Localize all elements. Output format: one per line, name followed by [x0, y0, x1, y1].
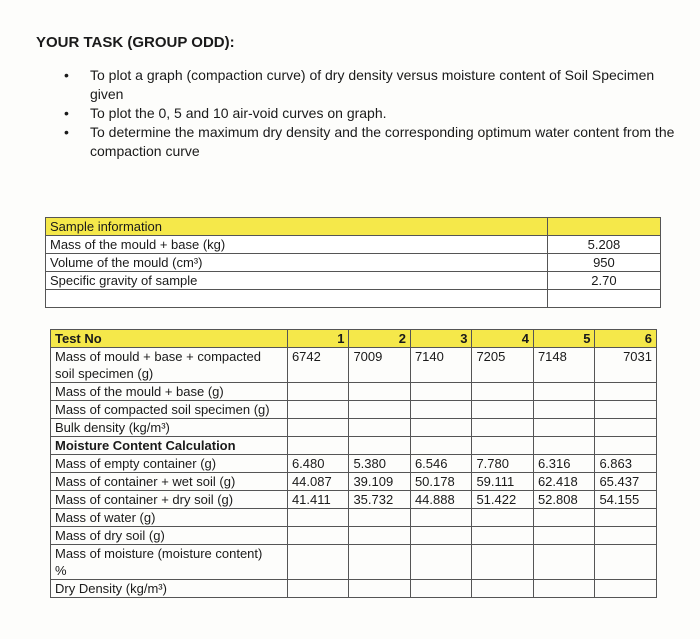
empty-cell [410, 383, 472, 401]
empty-cell [349, 437, 411, 455]
empty-cell [287, 527, 349, 545]
empty-container-value: 6.863 [595, 455, 657, 473]
sample-info-header-blank [547, 218, 660, 236]
empty-cell [472, 437, 534, 455]
empty-cell [533, 383, 595, 401]
empty-cell [533, 437, 595, 455]
compacted-value: 6742 [287, 348, 349, 383]
bullet: • [64, 124, 69, 140]
sample-info-label: Specific gravity of sample [46, 272, 548, 290]
empty-container-value: 7.780 [472, 455, 534, 473]
empty-cell [410, 401, 472, 419]
sample-info-value: 2.70 [547, 272, 660, 290]
empty-cell [472, 419, 534, 437]
test-no-label: Test No [51, 330, 288, 348]
empty-cell [410, 419, 472, 437]
empty-cell [472, 383, 534, 401]
empty-cell [287, 401, 349, 419]
sample-info-label: Volume of the mould (cm³) [46, 254, 548, 272]
task-item [60, 123, 680, 161]
empty-cell [595, 383, 657, 401]
empty-container-value: 6.316 [533, 455, 595, 473]
empty-cell [533, 419, 595, 437]
empty-cell [533, 527, 595, 545]
empty-cell [287, 419, 349, 437]
sample-info-value: 950 [547, 254, 660, 272]
dry-density-label: Dry Density (kg/m³) [51, 580, 288, 598]
percent-label: % [55, 563, 67, 578]
wet-soil-value: 62.418 [533, 473, 595, 491]
sample-info-blank [46, 290, 548, 308]
dry-soil-value: 35.732 [349, 491, 411, 509]
empty-cell [410, 580, 472, 598]
empty-cell [410, 509, 472, 527]
wet-soil-value: 65.437 [595, 473, 657, 491]
task-text: To determine the maximum dry density and the corresponding optimum water content from the compaction curve [90, 124, 675, 159]
test-number: 4 [472, 330, 534, 348]
moisture-content-label [51, 545, 288, 580]
moisture-heading: Moisture Content Calculation [51, 437, 288, 455]
sample-info-label: Mass of the mould + base (kg) [46, 236, 548, 254]
sample-info-table [45, 217, 661, 308]
dry-soil-value: 54.155 [595, 491, 657, 509]
test-number: 6 [595, 330, 657, 348]
empty-cell [533, 509, 595, 527]
compacted-value: 7205 [472, 348, 534, 383]
water-label: Mass of water (g) [51, 509, 288, 527]
empty-cell [595, 419, 657, 437]
empty-cell [410, 545, 472, 580]
empty-cell [472, 545, 534, 580]
empty-cell [287, 509, 349, 527]
test-table [50, 329, 657, 598]
empty-cell [472, 527, 534, 545]
task-text: To plot the 0, 5 and 10 air-void curves on graph. [90, 105, 387, 121]
compacted-value: 7009 [349, 348, 411, 383]
empty-container-value: 6.480 [287, 455, 349, 473]
empty-cell [410, 437, 472, 455]
empty-cell [533, 401, 595, 419]
dry-soil-value: 41.411 [287, 491, 349, 509]
compacted-value: 7031 [595, 348, 657, 383]
compacted-soil-label: Mass of compacted soil specimen (g) [51, 401, 288, 419]
dry-mass-label: Mass of dry soil (g) [51, 527, 288, 545]
empty-cell [410, 527, 472, 545]
dry-soil-value: 44.888 [410, 491, 472, 509]
task-title: YOUR TASK (GROUP ODD): [36, 34, 235, 51]
empty-cell [349, 383, 411, 401]
dry-soil-value: 51.422 [472, 491, 534, 509]
compacted-label: Mass of mould + base + compacted soil specimen (g) [51, 348, 288, 383]
empty-cell [472, 580, 534, 598]
empty-cell [472, 509, 534, 527]
test-number: 1 [287, 330, 349, 348]
wet-soil-value: 59.111 [472, 473, 534, 491]
empty-cell [349, 527, 411, 545]
mould-base-label: Mass of the mould + base (g) [51, 383, 288, 401]
compacted-value: 7140 [410, 348, 472, 383]
empty-cell [595, 401, 657, 419]
dry-soil-label: Mass of container + dry soil (g) [51, 491, 288, 509]
bullet: • [64, 67, 69, 83]
sample-info-value: 5.208 [547, 236, 660, 254]
test-number: 5 [533, 330, 595, 348]
empty-cell [595, 527, 657, 545]
empty-cell [595, 545, 657, 580]
empty-container-value: 5.380 [349, 455, 411, 473]
empty-cell [287, 580, 349, 598]
empty-container-label: Mass of empty container (g) [51, 455, 288, 473]
empty-cell [595, 580, 657, 598]
task-text: To plot a graph (compaction curve) of dry density versus moisture content of Soil Specimen given [90, 67, 655, 102]
empty-cell [287, 383, 349, 401]
dry-soil-value: 52.808 [533, 491, 595, 509]
sample-info-header: Sample information [46, 218, 548, 236]
task-item [60, 104, 680, 123]
bullet: • [64, 105, 69, 121]
test-number: 2 [349, 330, 411, 348]
test-number: 3 [410, 330, 472, 348]
task-list [60, 66, 680, 161]
wet-soil-value: 50.178 [410, 473, 472, 491]
wet-soil-label: Mass of container + wet soil (g) [51, 473, 288, 491]
empty-cell [472, 401, 534, 419]
wet-soil-value: 44.087 [287, 473, 349, 491]
empty-cell [349, 401, 411, 419]
wet-soil-value: 39.109 [349, 473, 411, 491]
sample-info-blank [547, 290, 660, 308]
empty-cell [349, 419, 411, 437]
empty-cell [349, 545, 411, 580]
task-item [60, 66, 680, 104]
bulk-density-label: Bulk density (kg/m³) [51, 419, 288, 437]
empty-cell [533, 580, 595, 598]
empty-cell [533, 545, 595, 580]
empty-cell [595, 509, 657, 527]
compacted-value: 7148 [533, 348, 595, 383]
moisture-label-text: Mass of moisture (moisture content) [55, 546, 263, 561]
empty-cell [287, 437, 349, 455]
empty-cell [349, 509, 411, 527]
empty-cell [349, 580, 411, 598]
empty-cell [595, 437, 657, 455]
empty-cell [287, 545, 349, 580]
empty-container-value: 6.546 [410, 455, 472, 473]
